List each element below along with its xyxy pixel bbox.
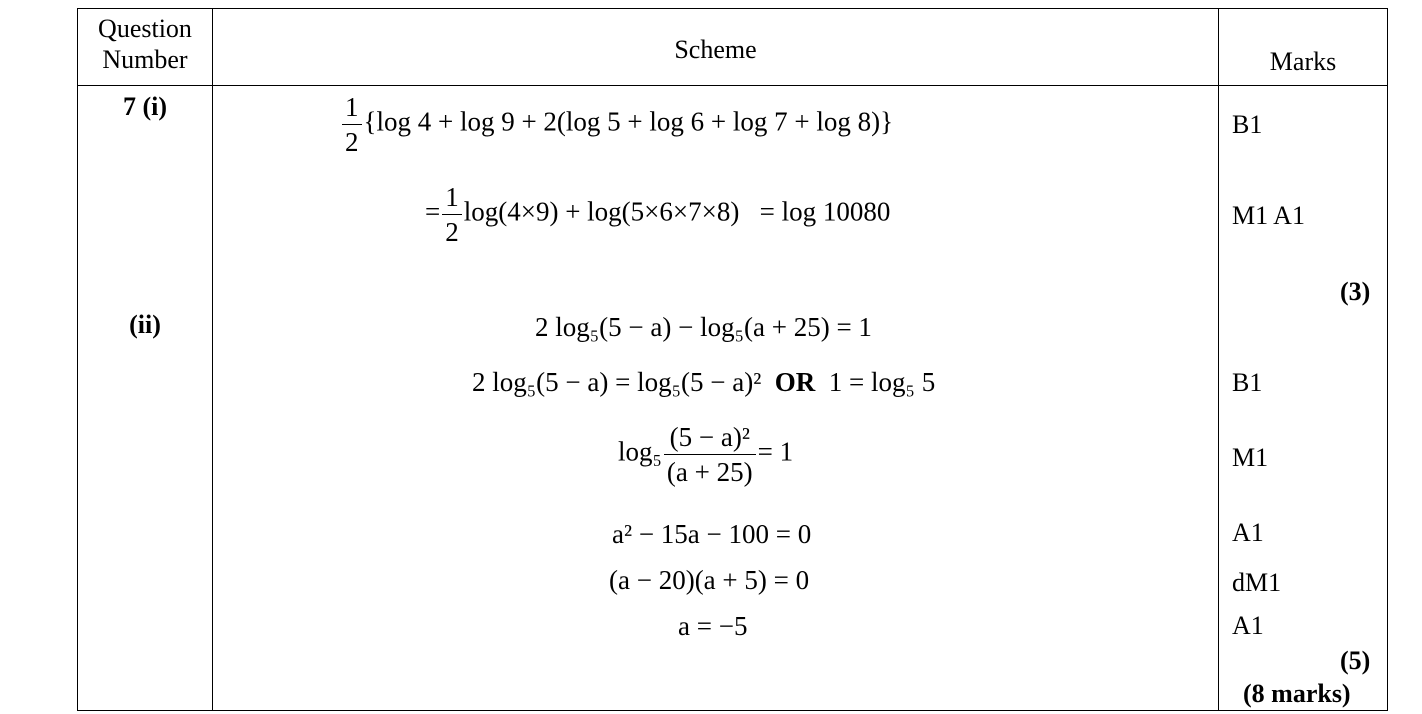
equation-ii-line5: (a − 20)(a + 5) = 0	[609, 565, 810, 595]
equation-ii-line3-rhs: = 1	[757, 436, 794, 467]
column-divider-1	[212, 8, 213, 711]
fraction-half: $\frac{1}{2}$	[342, 90, 362, 159]
column-divider-2	[1218, 8, 1219, 711]
fraction-half-2: $\frac{1}{2}$	[442, 180, 462, 249]
equation-ii-line3-prefix: log₅	[618, 436, 662, 467]
equation-ii-line1: 2 log₅(5 − a) − log₅(a + 25) = 1	[535, 312, 872, 342]
header-divider	[77, 85, 1388, 86]
total-marks: (8 marks)	[1243, 679, 1351, 708]
mark-ii-5: A1	[1232, 611, 1264, 640]
equation-ii-line2-part-b: 1 = log₅ 5	[828, 367, 936, 397]
equation-i-line1	[340, 90, 893, 159]
header-question-number	[78, 13, 212, 75]
equation-i-line2: = $\frac{1}{2}$ log(4×9) + log(5×6×7×8) = log 10080	[425, 182, 891, 247]
equation-ii-line2-part-a: 2 log₅(5 − a) = log₅(5 − a)²	[472, 367, 762, 397]
mark-i-1: B1	[1232, 110, 1263, 139]
equation-ii-line3	[618, 420, 793, 489]
mark-ii-3: A1	[1232, 518, 1264, 547]
equation-ii-line6: a = −5	[678, 611, 748, 641]
equation-i-line2-body: log(4×9) + log(5×6×7×8)	[463, 196, 740, 227]
subtotal-ii: (5)	[1340, 646, 1371, 675]
equation-i-line2-result: = log 10080	[759, 196, 891, 227]
mark-ii-2: M1	[1232, 443, 1269, 472]
mark-ii-4: dM1	[1232, 568, 1282, 597]
subtotal-i: (3)	[1340, 277, 1371, 306]
equation-ii-line4: a² − 15a − 100 = 0	[612, 519, 812, 549]
header-marks: Marks	[1269, 47, 1337, 76]
header-question-line2: Number	[102, 45, 188, 74]
fraction-log: $\frac{\text{(5 − a)²}}{(a + 25)}$	[664, 420, 756, 489]
equation-ii-line2	[472, 367, 935, 398]
mark-ii-1: B1	[1232, 368, 1263, 397]
header-question-line1: Question	[98, 14, 192, 43]
question-label-7i: 7 (i)	[122, 92, 168, 121]
question-label-ii: (ii)	[129, 310, 161, 339]
equation-i-line1-body: {log 4 + log 9 + 2(log 5 + log 6 + log 7 + log 8)}	[363, 106, 894, 137]
mark-i-2: M1 A1	[1232, 201, 1305, 230]
header-scheme: Scheme	[674, 35, 757, 64]
or-keyword: OR	[774, 367, 816, 397]
